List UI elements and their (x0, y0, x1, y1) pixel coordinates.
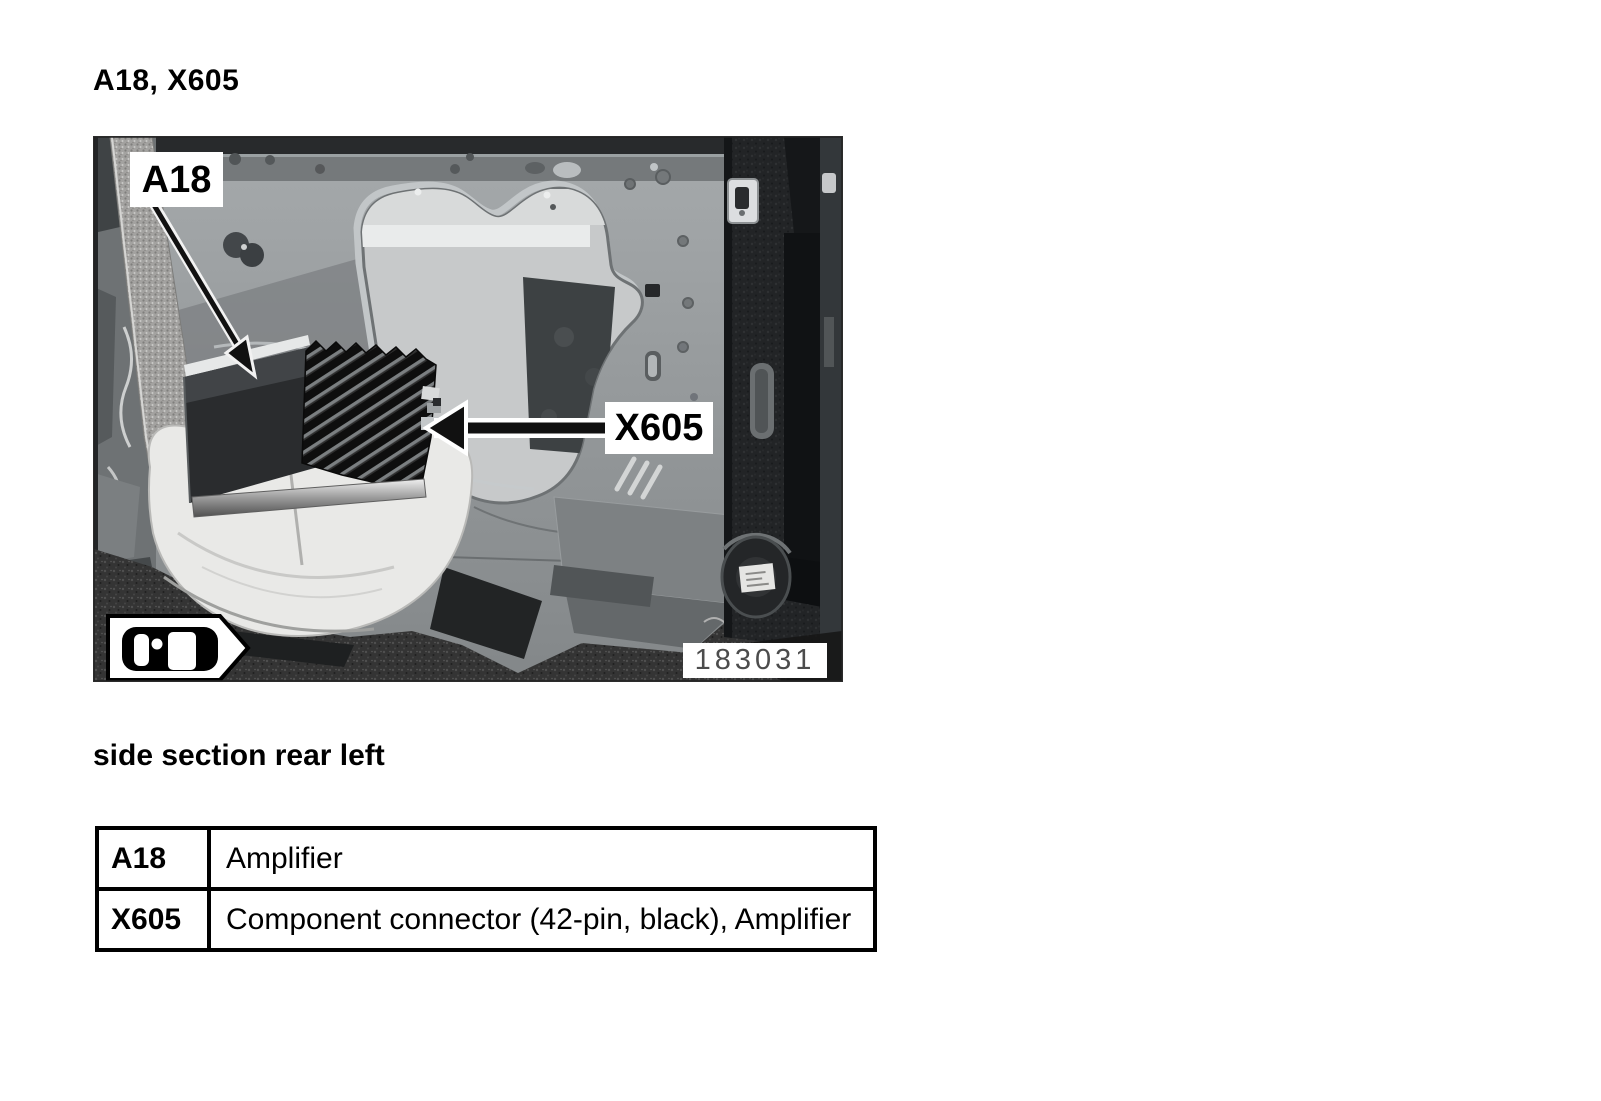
callout-label-a18: A18 (130, 152, 223, 207)
legend-code: X605 (97, 889, 209, 950)
figure-photo (94, 137, 842, 681)
figure-caption: side section rear left (93, 739, 385, 772)
photo-illustration (94, 137, 842, 681)
belt-retractor (722, 535, 790, 617)
table-row (97, 828, 875, 889)
legend-code: A18 (97, 828, 209, 889)
pillar-trim (714, 137, 842, 681)
legend-table (95, 826, 877, 952)
car-rear-window (134, 634, 149, 666)
table-row (97, 889, 875, 950)
page-title: A18, X605 (93, 64, 240, 97)
car-windshield (168, 632, 196, 670)
callout-label-x605: X605 (605, 402, 713, 454)
position-marker-dot (152, 639, 163, 650)
image-number: 183031 (683, 643, 827, 678)
car-location-icon (108, 616, 248, 680)
legend-description: Amplifier (209, 828, 875, 889)
legend-description: Component connector (42-pin, black), Amplifier (209, 889, 875, 950)
